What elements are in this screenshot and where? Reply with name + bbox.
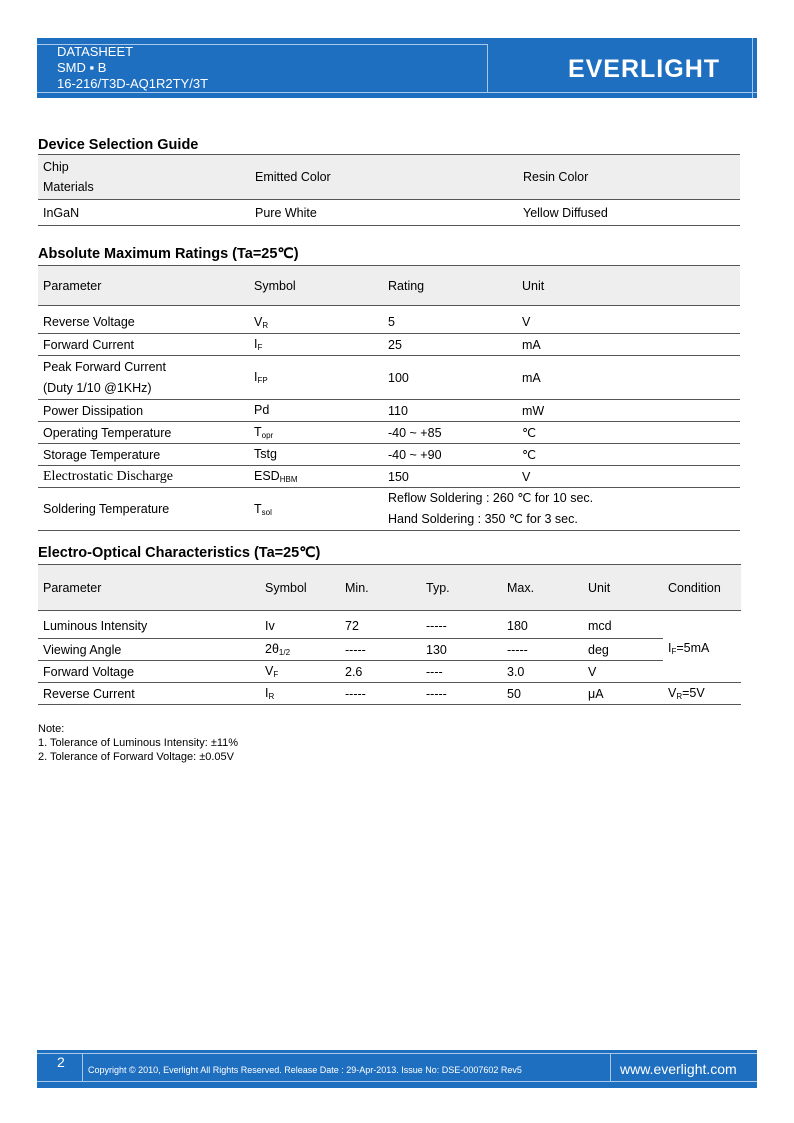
hand-text: Hand Soldering : 350 ℃ for 3 sec.: [388, 512, 578, 526]
header-divider: [752, 38, 753, 98]
cell-max: -----: [507, 642, 528, 657]
cell-symbol: $I_{FP}$: [254, 370, 268, 385]
table-row: [38, 683, 741, 705]
cell-typ: -----: [426, 619, 447, 634]
cell-min: -----: [345, 642, 366, 657]
cell-rating: 110: [388, 403, 408, 418]
cell-parameter: Luminous Intensity: [43, 619, 148, 634]
cell-rating: -40 ~ +90: [388, 447, 442, 462]
header-cell: Typ.: [421, 565, 502, 611]
note-item: 1. Tolerance of Luminous Intensity: ±11%: [38, 737, 239, 749]
cell-max: 50: [507, 686, 521, 701]
cell-rating: 5: [388, 315, 395, 330]
footer-bar: [37, 1050, 757, 1088]
cell-rating: [383, 488, 740, 531]
header-text: Materials: [43, 180, 94, 194]
note-item: 2. Tolerance of Forward Voltage: ±0.05V: [38, 751, 235, 763]
notes: [38, 722, 238, 764]
cell-parameter: Electrostatic Discharge: [43, 468, 173, 484]
header-cell: Condition: [663, 565, 741, 611]
cell-symbol: $T_{sol}$: [254, 501, 272, 517]
header-cell: Min.: [340, 565, 421, 611]
cell-min: -----: [345, 686, 366, 701]
cell-unit: V: [588, 664, 597, 679]
footer-divider: [82, 1053, 83, 1082]
cell-rating: 100: [388, 370, 409, 385]
cell-symbol: $V_F$: [265, 664, 279, 679]
electro-optical-table: [38, 564, 741, 705]
header-text: Chip: [43, 160, 69, 174]
reflow-text: Reflow Soldering : 260 ℃ for 10 sec.: [388, 491, 594, 505]
cell-unit: μA: [588, 686, 604, 701]
cell-symbol: $T_{opr}$: [254, 425, 274, 440]
cell-resin: Yellow Diffused: [523, 205, 608, 220]
cell-unit: deg: [588, 642, 609, 657]
cell-parameter: Reverse Voltage: [43, 315, 135, 330]
table-row: [38, 444, 740, 466]
table-row: [38, 200, 740, 226]
cell-parameter: Forward Voltage: [43, 664, 135, 679]
header-cell: Max.: [502, 565, 583, 611]
footer-divider: [610, 1053, 611, 1082]
header-cell: Parameter: [38, 266, 249, 306]
table-row: [38, 639, 741, 661]
section-title: Electro-Optical Characteristics (Ta=25℃): [38, 545, 321, 561]
cell-parameter: Operating Temperature: [43, 425, 172, 440]
header-cell: Symbol: [249, 266, 383, 306]
cell-parameter: Viewing Angle: [43, 642, 122, 657]
cell-symbol: $I_R$: [265, 686, 275, 701]
everlight-logo: [549, 55, 739, 83]
section-title: Absolute Maximum Ratings (Ta=25℃): [38, 246, 299, 262]
footer-divider: [37, 1053, 757, 1054]
cell-max: 180: [507, 619, 528, 634]
header-cell: Symbol: [260, 565, 340, 611]
cell-unit: V: [522, 315, 531, 330]
table-header-row: [38, 155, 740, 200]
cell-emitted: Pure White: [255, 205, 317, 220]
table-row: [38, 422, 740, 444]
cell-unit: ℃: [522, 447, 537, 462]
cell-unit: mW: [522, 403, 545, 418]
cell-symbol: $I_F$: [254, 337, 263, 352]
package-type: SMD ▪ B: [57, 60, 107, 75]
cell-min: 2.6: [345, 664, 363, 679]
table-row: [38, 466, 740, 488]
doc-type: DATASHEET: [57, 44, 134, 59]
table-header-row: [38, 266, 740, 306]
table-row: [38, 334, 740, 356]
copyright-text: Copyright © 2010, Everlight All Rights Reserved. Release Date : 29-Apr-2013. Issue No: DSE-0007602 Rev5: [88, 1065, 522, 1075]
table-row: [38, 615, 741, 639]
header-cell: [38, 155, 250, 200]
cell-min: 72: [345, 619, 359, 634]
cell-unit: mcd: [588, 619, 612, 634]
cell-parameter: Storage Temperature: [43, 447, 161, 462]
header-cell: Rating: [383, 266, 517, 306]
page-number: 2: [57, 1054, 65, 1070]
part-number: 16-216/T3D-AQ1R2TY/3T: [57, 76, 209, 91]
cell-symbol: Tstg: [254, 447, 277, 461]
cell-parameter: Power Dissipation: [43, 403, 144, 418]
cell-unit: mA: [522, 337, 541, 352]
cell-parameter: Reverse Current: [43, 686, 135, 701]
header-cell: Resin Color: [518, 155, 740, 200]
cell-symbol: $V_R$: [254, 314, 269, 330]
cell-condition: $V_R=5V$: [668, 686, 705, 701]
cell-unit: V: [522, 469, 531, 484]
header-cell: Parameter: [38, 565, 260, 611]
header-cell: Emitted Color: [250, 155, 518, 200]
table-header-row: [38, 565, 741, 611]
table-row: [38, 312, 740, 334]
cell-symbol: Pd: [254, 403, 270, 417]
cell-typ: -----: [426, 686, 447, 701]
cell-rating: 150: [388, 469, 409, 484]
logo-text: EVERLIGHT: [567, 55, 721, 83]
cell-symbol: $ESD_{HBM}$: [254, 469, 298, 484]
cell-rating: -40 ~ +85: [388, 425, 442, 440]
cell-typ: 130: [426, 642, 447, 657]
table-row: [38, 488, 740, 531]
cell-condition: $I_F=5mA$: [668, 640, 710, 656]
section-title: Device Selection Guide: [38, 137, 199, 153]
header-bar: [37, 38, 757, 98]
table-row: [38, 356, 740, 400]
header-divider: [37, 92, 757, 93]
cell-max: 3.0: [507, 664, 525, 679]
cell-parameter: Forward Current: [43, 337, 134, 352]
cell-typ: ----: [426, 664, 443, 679]
cell-symbol: Iv: [265, 618, 275, 633]
cell-unit: mA: [522, 370, 541, 385]
cell-parameter: Peak Forward Current (Duty 1/10 @1KHz): [43, 359, 166, 395]
cell-chip: InGaN: [43, 205, 80, 220]
absolute-max-ratings-table: [38, 265, 740, 531]
footer-divider: [37, 1081, 757, 1082]
cell-unit: ℃: [522, 425, 537, 440]
header-cell: Unit: [583, 565, 663, 611]
cell-symbol: $2\theta_{1/2}$: [265, 642, 291, 657]
device-selection-table: [38, 154, 740, 226]
website-link[interactable]: www.everlight.com: [620, 1061, 737, 1077]
cell-parameter: Soldering Temperature: [43, 502, 170, 516]
header-cell: Unit: [517, 266, 740, 306]
table-row: [38, 400, 740, 422]
note-title: Note:: [38, 723, 65, 735]
table-row: [38, 661, 741, 683]
header-divider: [487, 44, 488, 92]
cell-rating: 25: [388, 337, 402, 352]
